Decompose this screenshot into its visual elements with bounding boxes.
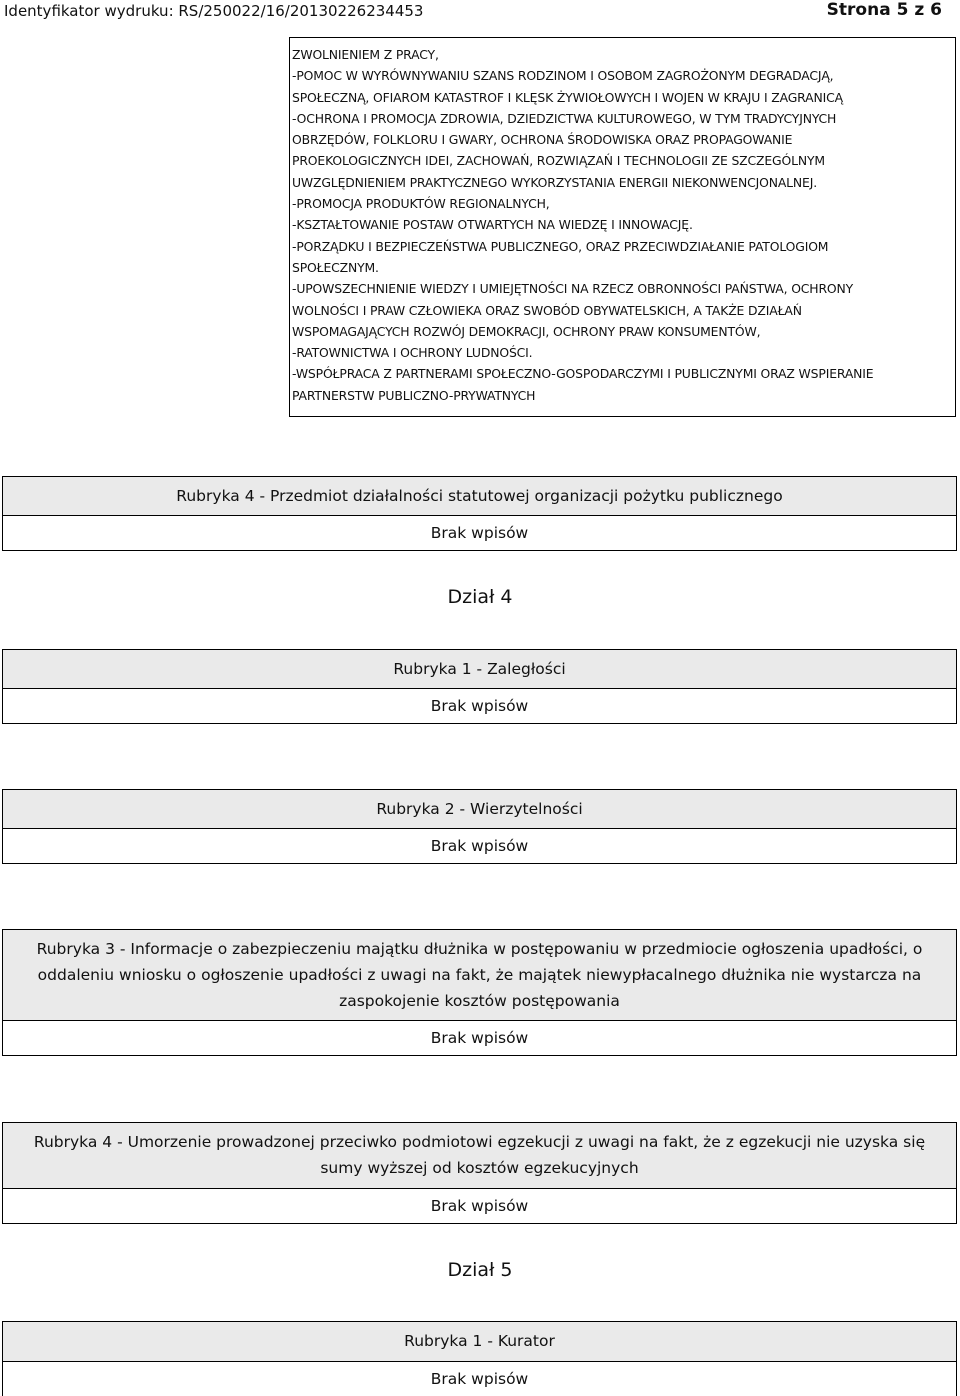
- purpose-line: -POMOC W WYRÓWNYWANIU SZANS RODZINOM I OSOBOM ZAGROŻONYM DEGRADACJĄ,: [292, 68, 834, 84]
- purpose-line: -PORZĄDKU I BEZPIECZEŃSTWA PUBLICZNEGO, ORAZ PRZECIWDZIAŁANIE PATOLOGIOM: [292, 238, 829, 254]
- rubryka-wierzytelnosci: [2, 789, 957, 864]
- rubryka-kurator: [2, 1321, 957, 1396]
- rubryka-zaleglosci: [2, 649, 957, 724]
- purpose-line: -PROMOCJA PRODUKTÓW REGIONALNYCH,: [292, 196, 550, 212]
- rubryka-title: Rubryka 2 - Wierzytelności: [3, 790, 956, 829]
- rubryka-entry: Brak wpisów: [430, 1029, 529, 1047]
- purpose-line: SPOŁECZNĄ, OFIAROM KATASTROF I KLĘSK ŻYWIOŁOWYCH I WOJEN W KRAJU I ZAGRANICĄ: [292, 89, 843, 105]
- print-identifier: Identyfikator wydruku: RS/250022/16/20130226234453: [4, 2, 424, 20]
- purpose-line: WSPOMAGAJĄCYCH ROZWÓJ DEMOKRACJI, OCHRONY PRAW KONSUMENTÓW,: [292, 323, 761, 339]
- rubryka-umorzenie-egzekucji: [2, 1122, 957, 1224]
- rubryka-entry: Brak wpisów: [430, 524, 529, 542]
- purpose-line: -OCHRONA I PROMOCJA ZDROWIA, DZIEDZICTWA KULTUROWEGO, W TYM TRADYCYJNYCH: [292, 110, 837, 126]
- purpose-line: SPOŁECZNYM.: [292, 259, 379, 275]
- rubryka-title-line: sumy wyższej od kosztów egzekucyjnych: [320, 1159, 639, 1177]
- rubryka-title: [3, 930, 956, 1021]
- rubryka-title-line: oddaleniu wniosku o ogłoszenie upadłości z uwagi na fakt, że majątek niewypłacalnego dłużnika nie wystarcza na: [37, 966, 922, 984]
- purpose-line: UWZGLĘDNIENIEM PRAKTYCZNEGO WYKORZYSTANIA ENERGII NIEKONWENCJONALNEJ.: [292, 174, 817, 190]
- purpose-line: ZWOLNIENIEM Z PRACY,: [292, 47, 439, 62]
- purpose-line: -KSZTAŁTOWANIE POSTAW OTWARTYCH NA WIEDZĘ I INNOWACJĘ.: [292, 217, 693, 233]
- purpose-line: -UPOWSZECHNIENIE WIEDZY I UMIEJĘTNOŚCI NA RZECZ OBRONNOŚCI PAŃSTWA, OCHRONY: [292, 281, 854, 297]
- rubryka-zabezpieczenie-majatku: [2, 929, 957, 1056]
- purpose-line: OBRZĘDÓW, FOLKLORU I GWARY, OCHRONA ŚRODOWISKA ORAZ PROPAGOWANIE: [292, 132, 793, 148]
- section-heading-dzial-5: Dział 5: [447, 1259, 513, 1281]
- rubryka-title: Rubryka 4 - Przedmiot działalności statutowej organizacji pożytku publicznego: [3, 477, 956, 516]
- rubryka-title: Rubryka 1 - Zaległości: [3, 650, 956, 689]
- rubryka-entry: Brak wpisów: [430, 1197, 529, 1215]
- rubryka-title: [3, 1123, 956, 1189]
- rubryka-opp-section: [2, 476, 957, 551]
- rubryka-title-line: zaspokojenie kosztów postępowania: [339, 992, 620, 1010]
- rubryka-title-line: Rubryka 4 - Umorzenie prowadzonej przeciwko podmiotowi egzekucji z uwagi na fakt, że z egzekucji nie uzyska się: [33, 1133, 926, 1151]
- statutory-purposes-box: [289, 37, 956, 417]
- rubryka-title: Rubryka 1 - Kurator: [3, 1322, 956, 1362]
- purpose-line: PARTNERSTW PUBLICZNO-PRYWATNYCH: [292, 387, 536, 403]
- rubryka-entry: Brak wpisów: [430, 697, 529, 715]
- section-heading-dzial-4: Dział 4: [447, 586, 513, 608]
- purpose-line: WOLNOŚCI I PRAW CZŁOWIEKA ORAZ SWOBÓD OBYWATELSKICH, A TAKŻE DZIAŁAŃ: [292, 302, 802, 318]
- page-number: Strona 5 z 6: [826, 0, 942, 20]
- rubryka-entry: Brak wpisów: [430, 837, 529, 855]
- purpose-line: -WSPÓŁPRACA Z PARTNERAMI SPOŁECZNO-GOSPODARCZYMI I PUBLICZNYMI ORAZ WSPIERANIE: [292, 366, 874, 382]
- purpose-line: PROEKOLOGICZNYCH IDEI, ZACHOWAŃ, ROZWIĄZAŃ I TECHNOLOGII ZE SZCZEGÓLNYM: [292, 153, 825, 169]
- rubryka-entry: Brak wpisów: [430, 1370, 529, 1388]
- purpose-line: -RATOWNICTWA I OCHRONY LUDNOŚCI.: [292, 345, 533, 361]
- rubryka-title-line: Rubryka 3 - Informacje o zabezpieczeniu majątku dłużnika w postępowaniu w przedmiocie ogłoszenia upadłości, o: [36, 940, 923, 958]
